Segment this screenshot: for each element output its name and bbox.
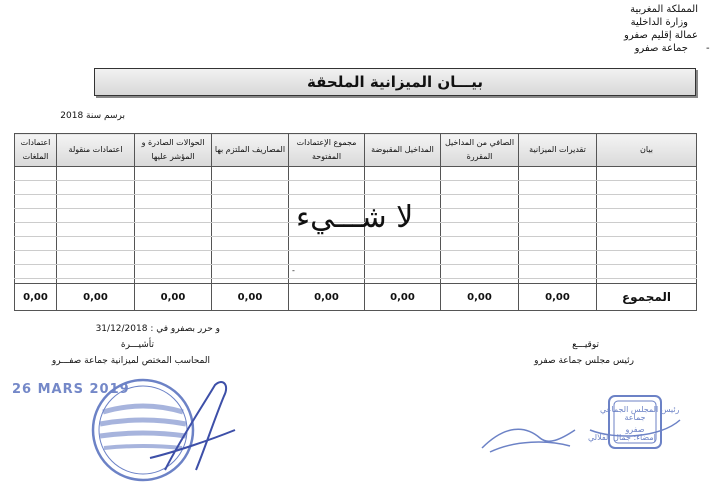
total-cell: 0,00 [212, 284, 289, 311]
stamp-date: 26 MARS 2019 [12, 382, 130, 397]
total-cell: 0,00 [135, 284, 212, 311]
document-title: بيـــان الميزانية الملحقة [94, 68, 696, 96]
total-cell: 0,00 [441, 284, 519, 311]
bullet-dash: - [706, 43, 710, 54]
president-signature [482, 429, 575, 452]
col-header: المصاريف الملتزم بها [212, 134, 289, 167]
nothing-text: لا شـــيء [296, 200, 414, 235]
table-dash: - [292, 266, 295, 275]
header-province: عمالة إقليم صفرو [624, 30, 698, 41]
signature-label: توقيـــع [572, 340, 599, 350]
total-label: المجموع [597, 284, 697, 311]
total-cell: 0,00 [519, 284, 597, 311]
seal-box-line2: صفرو [625, 425, 645, 434]
col-header: اعتمادات الملغات [15, 134, 57, 167]
total-cell: 0,00 [57, 284, 135, 311]
seal-president-text: رئيس المجلس الجماعي [600, 405, 680, 414]
total-cell: 0,00 [15, 284, 57, 311]
president-title: رئيس مجلس جماعة صفرو [534, 356, 634, 366]
header-kingdom: المملكة المغربية [630, 4, 698, 15]
col-header: الحوالات الصادرة و المؤشر عليها [135, 134, 212, 167]
col-header: اعتمادات منقولة [57, 134, 135, 167]
col-header: بيان [597, 134, 697, 167]
treasury-seal [93, 380, 193, 480]
col-header: المداخيل المقبوضة [365, 134, 441, 167]
year-label: برسم سنة 2018 [60, 111, 125, 121]
col-header: الصافي من المداخيل المقررة [441, 134, 519, 167]
col-header: تقديرات الميزانية [519, 134, 597, 167]
accountant-title: المحاسب المختص لميزانية جماعة صفـــرو [51, 356, 210, 366]
seal-signed-by-text: إمضاء: جمال الفلالي [588, 433, 656, 442]
col-header: مجموع الإعتمادات المفتوحة [289, 134, 365, 167]
visa-label: تأشيـــرة [120, 340, 154, 350]
place-date: و حرر بصفرو في : 31/12/2018 [95, 324, 220, 334]
seal-box-line1: جماعة [624, 413, 646, 422]
total-cell: 0,00 [365, 284, 441, 311]
header-ministry: وزارة الداخلية [630, 17, 688, 28]
header-commune: جماعة صفرو [634, 43, 688, 54]
total-cell: 0,00 [289, 284, 365, 311]
